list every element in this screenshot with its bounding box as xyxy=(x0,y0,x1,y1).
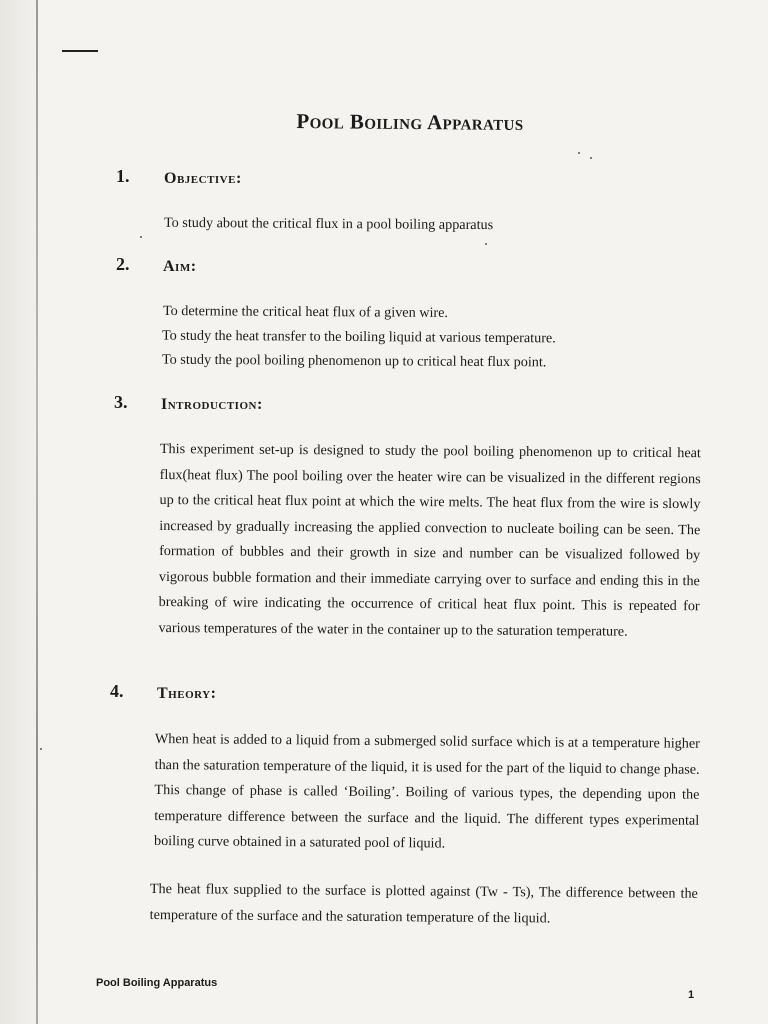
margin-dash xyxy=(62,50,98,52)
page-title: Pool Boiling Apparatus xyxy=(296,109,524,135)
binding-shadow xyxy=(0,0,36,1024)
scan-speck xyxy=(40,748,42,750)
scan-speck xyxy=(590,157,592,159)
section-heading-objective: Objective: xyxy=(164,170,242,187)
section-heading-theory: Theory: xyxy=(157,685,217,702)
footer-title: Pool Boiling Apparatus xyxy=(96,977,218,989)
section-heading-aim: Aim: xyxy=(163,258,197,275)
introduction-paragraph: This experiment set-up is designed to study the pool boiling phenomenon up to critical heat flux(heat flux) The pool boiling over the heater wire can be visualized in the different regions up to the critical heat flux point at which the wire melts. The heat flux from the wire is slowly increased by gradually increasing the applied convection to nucleate boiling can be seen. The formation of bubbles and their growth in size and number can be visualized followed by vigorous bubble formation and their immediate carrying over to surface and ending this in the breaking of wire indicating the occurrence of critical heat flux point. This is repeated for various temperatures of the water in the container up to the saturation temperature. xyxy=(158,440,701,640)
objective-line: To study about the critical flux in a pool boiling apparatus xyxy=(163,214,494,234)
section-heading-introduction: Introduction: xyxy=(161,396,263,413)
aim-line-2: To study the heat transfer to the boiling liquid at various temperature. xyxy=(161,327,556,347)
binding-edge xyxy=(36,0,38,1024)
section-number-objective: 1. xyxy=(116,166,130,186)
scan-speck xyxy=(485,243,487,245)
page-number: 1 xyxy=(688,989,695,1001)
scan-speck xyxy=(578,152,580,154)
scan-speck xyxy=(140,236,142,238)
aim-line-3: To study the pool boiling phenomenon up to critical heat flux point. xyxy=(161,351,547,371)
section-number-introduction: 3. xyxy=(114,392,128,412)
theory-paragraph-2: The heat flux supplied to the surface is plotted against (Tw - Ts), The difference between the temperature of the surface and the saturation temperature of the liquid. xyxy=(149,880,698,926)
theory-paragraph: When heat is added to a liquid from a submerged solid surface which is at a temperature higher than the saturation temperature of the liquid, it is used for the part of the liquid to change phase. This change of phase is called ‘Boiling’. Boiling of various types, the depending upon the temperature difference between the surface and the liquid. The different types experimental boiling curve obtained in a saturated pool of liquid. xyxy=(153,730,700,852)
aim-line-1: To determine the critical heat flux of a given wire. xyxy=(162,303,449,321)
section-number-aim: 2. xyxy=(116,254,130,274)
section-number-theory: 4. xyxy=(110,681,124,701)
